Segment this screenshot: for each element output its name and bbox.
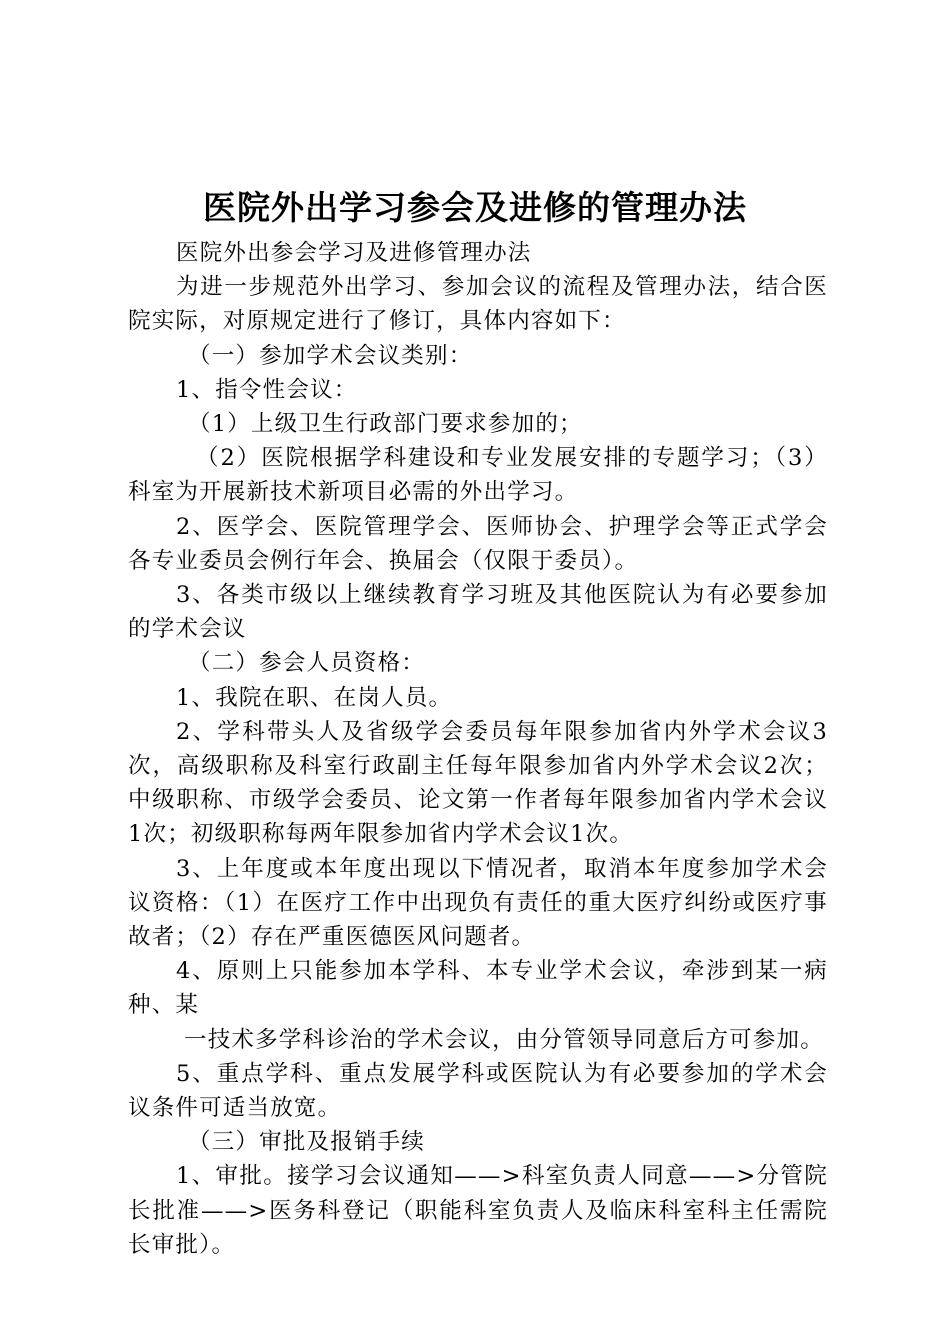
paragraph: 为进一步规范外出学习、参加会议的流程及管理办法，结合医院实际，对原规定进行了修订，具体内容如下：	[128, 274, 828, 335]
paragraph: 1、审批。接学习会议通知——>科室负责人同意——>分管院长批准——>医务科登记（职能科室负责人及临床科室科主任需院长审批）。	[128, 1163, 828, 1258]
paragraph: 一技术多学科诊治的学术会议，由分管领导同意后方可参加。	[184, 1026, 824, 1053]
paragraph: （二）参会人员资格：	[188, 650, 426, 677]
paragraph: 3、各类市级以上继续教育学习班及其他医院认为有必要参加的学术会议	[128, 582, 828, 643]
paragraph: 4、原则上只能参加本学科、本专业学术会议，牵涉到某一病种、某	[128, 958, 828, 1019]
paragraph: 1、我院在职、在岗人员。	[176, 684, 453, 711]
paragraph: 医院外出参会学习及进修管理办法	[176, 240, 532, 266]
paragraph: （三）审批及报销手续	[188, 1129, 426, 1156]
paragraph: 2、医学会、医院管理学会、医师协会、护理学会等正式学会各专业委员会例行年会、换届会（仅限于委员）。	[128, 513, 828, 574]
paragraph: （一）参加学术会议类别：	[188, 342, 473, 369]
paragraph: 5、重点学科、重点发展学科或医院认为有必要参加的学术会议条件可适当放宽。	[128, 1060, 828, 1122]
document-body	[128, 236, 828, 1262]
paragraph: 3、上年度或本年度出现以下情况者，取消本年度参加学术会议资格：（1）在医疗工作中出现负有责任的重大医疗纠纷或医疗事故者；（2）存在严重医德医风问题者。	[128, 855, 828, 951]
document-title: 医院外出学习参会及进修的管理办法	[203, 188, 747, 227]
paragraph: （1）上级卫生行政部门要求参加的；	[188, 411, 583, 438]
paragraph: 1、指令性会议：	[176, 376, 358, 403]
paragraph: 2、学科带头人及省级学会委员每年限参加省内外学术会议3次，高级职称及科室行政副主任每年限参加省内外学术会议2次；中级职称、市级学会委员、论文第一作者每年限参加省内学术会议1次；初级职称每两年限参加省内学术会议1次。	[128, 718, 828, 848]
paragraph: （2）医院根据学科建设和专业发展安排的专题学习；（3）科室为开展新技术新项目必需的外出学习。	[128, 445, 828, 506]
